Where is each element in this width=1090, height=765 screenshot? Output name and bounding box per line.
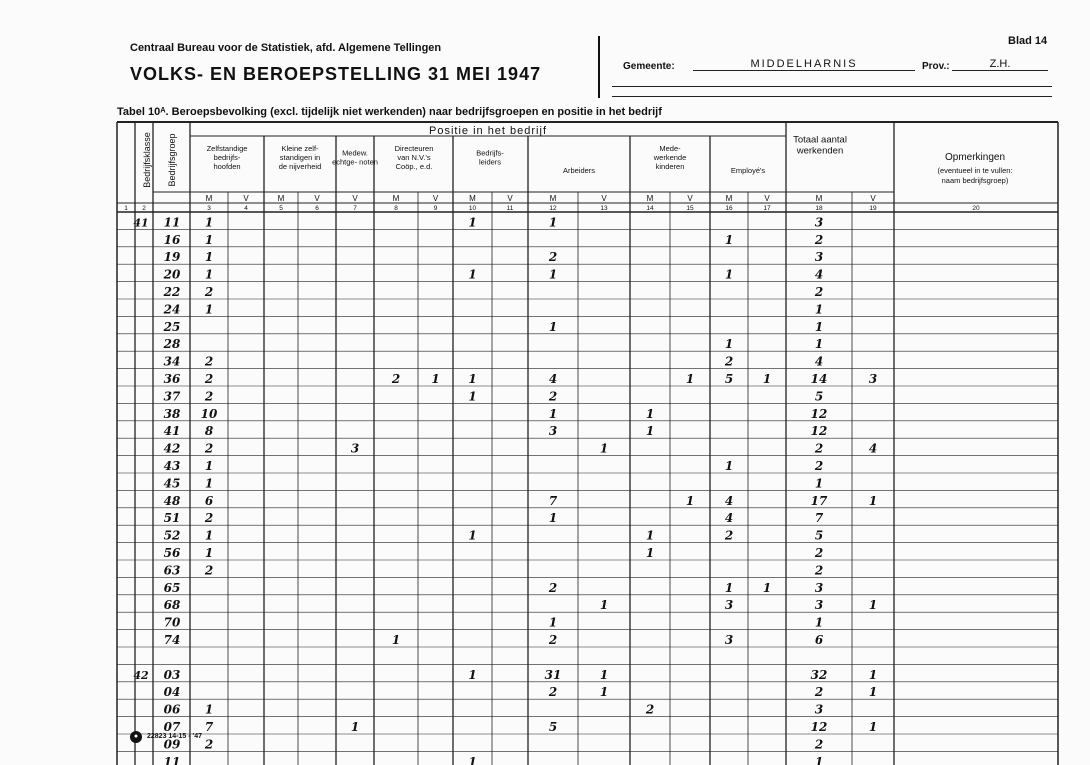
provincie-value: Z.H. (952, 58, 1048, 71)
bedrijfsgroep-value: 24 (163, 302, 181, 317)
bedrijfsgroep-value: 09 (163, 737, 181, 752)
column-number: 2 (142, 205, 146, 212)
cell-value-col-18: 2 (814, 285, 824, 299)
cell-value-col-18: 12 (810, 424, 828, 439)
bedrijfsgroep-value: 20 (163, 267, 181, 282)
position-header-5: Bedrijfs-leiders (476, 148, 504, 167)
cell-value-col-7: 3 (350, 441, 360, 456)
sex-label: V (507, 194, 513, 203)
bedrijfsgroep-header: Bedrijfsgroep (167, 133, 177, 187)
cell-value-col-3: 1 (204, 267, 214, 282)
bedrijfsgroep-value: 56 (163, 546, 181, 560)
bedrijfsgroep-value: 16 (163, 232, 181, 247)
cell-value-col-16: 3 (724, 598, 734, 613)
column-number: 4 (244, 205, 248, 212)
cell-value-col-13: 1 (599, 667, 609, 682)
bedrijfsgroep-value: 11 (163, 754, 181, 765)
cell-value-col-10: 1 (468, 215, 477, 230)
column-number: 9 (433, 205, 438, 212)
cell-value-col-19: 1 (868, 685, 878, 700)
cell-value-col-18: 3 (814, 580, 824, 595)
cell-value-col-18: 12 (810, 406, 828, 421)
cell-value-col-19: 1 (868, 598, 878, 613)
column-number: 5 (279, 205, 283, 212)
cell-value-col-16: 1 (724, 337, 734, 352)
cell-value-col-16: 4 (724, 493, 734, 508)
cell-value-col-3: 2 (204, 441, 214, 456)
position-header-4: Directeuren van N.V.'s Coöp., e.d. (394, 144, 434, 171)
bedrijfsgroep-value: 45 (163, 476, 181, 491)
cell-value-col-18: 2 (814, 737, 824, 752)
cell-value-col-18: 1 (814, 302, 824, 317)
cell-value-col-3: 1 (204, 546, 214, 560)
cell-value-col-16: 3 (724, 633, 734, 647)
cell-value-col-18: 4 (814, 354, 824, 369)
cell-value-col-12: 1 (548, 511, 558, 526)
cell-value-col-19: 4 (868, 441, 878, 456)
cell-value-col-16: 4 (724, 511, 734, 526)
bedrijfsgroep-value: 52 (163, 528, 181, 543)
cell-value-col-17: 1 (762, 580, 772, 595)
cell-value-col-18: 1 (814, 476, 824, 491)
sex-label: V (764, 194, 770, 203)
bedrijfsgroep-value: 48 (163, 493, 181, 508)
positie-group-header: Positie in het bedrijf (429, 125, 547, 137)
printer-mark-icon: ● (130, 731, 142, 743)
column-number: 16 (725, 205, 733, 212)
cell-value-col-18: 1 (814, 319, 824, 334)
cell-value-col-10: 1 (468, 372, 477, 386)
cell-value-col-18: 2 (814, 563, 824, 578)
cell-value-col-3: 2 (204, 389, 214, 404)
cell-value-col-18: 2 (814, 546, 824, 560)
bedrijfsgroep-value: 74 (163, 633, 181, 647)
column-number: 7 (353, 205, 357, 212)
cell-value-col-14: 1 (645, 406, 655, 421)
cell-value-col-3: 1 (204, 702, 214, 717)
cell-value-col-16: 1 (724, 580, 734, 595)
bedrijfsklasse-value: 41 (133, 216, 149, 230)
cell-value-col-15: 1 (685, 493, 695, 508)
cell-value-col-10: 1 (468, 667, 477, 682)
bedrijfsgroep-value: 07 (163, 720, 181, 734)
sex-label: V (243, 194, 249, 203)
sex-label: V (687, 194, 693, 203)
cell-value-col-12: 2 (548, 389, 558, 404)
cell-value-col-12: 1 (548, 215, 558, 230)
bedrijfsgroep-value: 42 (163, 441, 181, 456)
cell-value-col-16: 2 (724, 354, 734, 369)
cell-value-col-3: 2 (204, 285, 214, 299)
column-number: 3 (207, 205, 211, 212)
position-header-3: Medew. echtge- noten (332, 148, 378, 167)
position-header-8: Employé's (730, 166, 766, 175)
cell-value-col-12: 1 (548, 319, 558, 334)
bedrijfsklasse-value: 42 (133, 668, 149, 682)
bedrijfsgroep-value: 51 (163, 511, 181, 526)
cell-value-col-12: 1 (548, 267, 558, 282)
cell-value-col-18: 1 (814, 337, 824, 352)
cell-value-col-18: 2 (814, 441, 824, 456)
cell-value-col-10: 1 (468, 389, 477, 404)
cell-value-col-3: 2 (204, 372, 214, 386)
cell-value-col-16: 1 (724, 459, 734, 473)
cell-value-col-18: 3 (814, 250, 824, 265)
cell-value-col-14: 1 (645, 424, 655, 439)
cell-value-col-18: 5 (814, 528, 824, 543)
bedrijfsgroep-value: 04 (163, 685, 181, 700)
bedrijfsklasse-header: Bedrijfsklasse (142, 132, 152, 188)
sex-label: M (549, 194, 557, 203)
cell-value-col-19: 3 (868, 372, 878, 386)
cell-value-col-18: 3 (814, 215, 824, 230)
cell-value-col-3: 1 (204, 459, 214, 473)
sheet-number: Blad 14 (1008, 35, 1048, 47)
column-number: 10 (468, 205, 477, 212)
cell-value-col-3: 1 (204, 215, 214, 230)
cell-value-col-12: 4 (548, 372, 558, 386)
column-number: 11 (506, 205, 514, 212)
sex-label: M (392, 194, 400, 203)
column-number: 13 (600, 205, 608, 212)
remarks-subheader-1: (eventueel in te vullen: (937, 166, 1013, 175)
bedrijfsgroep-value: 34 (163, 354, 181, 369)
cell-value-col-16: 1 (724, 232, 734, 247)
cell-value-col-16: 1 (724, 267, 734, 282)
cell-value-col-12: 2 (548, 250, 558, 265)
position-header-2: Kleine zelf-standigen in de nijverheid (278, 144, 322, 171)
cell-value-col-18: 12 (810, 720, 828, 734)
column-number: 17 (763, 205, 771, 212)
cell-value-col-12: 1 (548, 615, 558, 630)
cell-value-col-3: 1 (204, 302, 214, 317)
cell-value-col-13: 1 (599, 685, 609, 700)
cell-value-col-19: 1 (868, 493, 878, 508)
sex-label: V (352, 194, 358, 203)
bedrijfsgroep-value: 06 (163, 702, 181, 717)
cell-value-col-19: 1 (868, 720, 878, 734)
column-number: 19 (869, 205, 877, 212)
cell-value-col-13: 1 (599, 598, 609, 613)
cell-value-col-3: 8 (204, 424, 214, 439)
cell-value-col-18: 2 (814, 459, 824, 473)
bedrijfsgroep-value: 43 (163, 459, 181, 473)
bedrijfsgroep-value: 11 (163, 215, 181, 230)
cell-value-col-18: 17 (810, 493, 828, 508)
column-number: 1 (124, 205, 128, 212)
remarks-subheader-2: naam bedrijfsgroep) (941, 176, 1009, 185)
cell-value-col-7: 1 (350, 720, 360, 734)
cell-value-col-18: 1 (814, 754, 824, 765)
sex-label: V (432, 194, 439, 203)
cell-value-col-14: 1 (645, 546, 655, 560)
position-header-1: Zelfstandige bedrijfs-hoofden (206, 144, 248, 171)
provincie-label: Prov.: (922, 61, 950, 72)
cell-value-col-13: 1 (599, 441, 609, 456)
cell-value-col-8: 1 (391, 633, 401, 647)
column-number: 6 (315, 205, 319, 212)
cell-value-col-18: 7 (814, 511, 824, 526)
sex-label: M (646, 194, 654, 203)
cell-value-col-3: 2 (204, 511, 214, 526)
cell-value-col-18: 5 (814, 389, 824, 404)
sex-label: M (205, 194, 213, 203)
cell-value-col-15: 1 (685, 372, 695, 386)
sex-label: M (725, 194, 733, 203)
form-title: VOLKS- EN BEROEPSTELLING 31 MEI 1947 (130, 64, 542, 84)
cell-value-col-19: 1 (868, 667, 878, 682)
gemeente-label: Gemeente: (623, 61, 675, 72)
cell-value-col-17: 1 (762, 372, 772, 386)
cell-value-col-12: 7 (548, 493, 558, 508)
cell-value-col-14: 2 (645, 702, 655, 717)
cell-value-col-12: 2 (548, 685, 558, 700)
cell-value-col-18: 6 (814, 633, 824, 647)
cell-value-col-12: 3 (548, 424, 558, 439)
cell-value-col-8: 2 (391, 372, 401, 386)
column-number: 18 (815, 205, 823, 212)
bedrijfsgroep-value: 03 (163, 667, 181, 682)
print-code: 22823 14-15 - '47 (147, 733, 202, 740)
bedrijfsgroep-value: 65 (163, 580, 181, 595)
cell-value-col-3: 6 (204, 493, 214, 508)
bedrijfsgroep-value: 37 (163, 389, 181, 404)
cell-value-col-3: 1 (204, 250, 214, 265)
position-header-7: Mede-werkende kinderen (653, 144, 687, 171)
bedrijfsgroep-value: 28 (163, 337, 181, 352)
cell-value-col-18: 32 (810, 667, 828, 682)
bedrijfsgroep-value: 63 (163, 563, 181, 578)
cell-value-col-18: 3 (814, 702, 824, 717)
sex-label: M (277, 194, 285, 203)
remarks-header: Opmerkingen (944, 152, 1006, 163)
cell-value-col-3: 7 (204, 720, 214, 734)
position-header-6: Arbeiders (562, 166, 596, 175)
cell-value-col-10: 1 (468, 267, 477, 282)
column-number: 12 (549, 205, 557, 212)
cell-value-col-16: 2 (724, 528, 734, 543)
bedrijfsgroep-value: 38 (163, 406, 181, 421)
cell-value-col-3: 1 (204, 476, 214, 491)
cell-value-col-3: 2 (204, 737, 214, 752)
cell-value-col-18: 3 (814, 598, 824, 613)
cell-value-col-12: 5 (548, 720, 558, 734)
bedrijfsgroep-value: 68 (163, 598, 181, 613)
cell-value-col-3: 10 (200, 406, 218, 421)
bedrijfsgroep-value: 36 (163, 372, 181, 386)
cell-value-col-9: 1 (431, 372, 440, 386)
sex-label: M (815, 194, 823, 203)
sex-label: M (469, 194, 476, 203)
cell-value-col-14: 1 (645, 528, 655, 543)
column-number: 20 (972, 205, 980, 212)
cell-value-col-10: 1 (468, 754, 477, 765)
bedrijfsgroep-value: 22 (163, 285, 181, 299)
cell-value-col-16: 5 (724, 372, 734, 386)
sex-label: V (314, 194, 320, 203)
bedrijfsgroep-value: 41 (163, 424, 181, 439)
cell-value-col-18: 14 (810, 372, 828, 386)
cell-value-col-12: 31 (544, 667, 562, 682)
cell-value-col-18: 1 (814, 615, 824, 630)
table-title: Tabel 10ᴬ. Beroepsbevolking (excl. tijdelijk niet werkenden) naar bedrijfsgroepen en positie in het bedrijf (117, 106, 662, 118)
bedrijfsgroep-value: 70 (163, 615, 181, 630)
gemeente-value: MIDDELHARNIS (693, 58, 915, 71)
cell-value-col-3: 2 (204, 354, 214, 369)
bedrijfsgroep-value: 25 (163, 319, 181, 334)
bedrijfsgroep-value: 19 (163, 250, 181, 265)
cell-value-col-12: 2 (548, 633, 558, 647)
organization-line: Centraal Bureau voor de Statistiek, afd. Algemene Tellingen (130, 42, 442, 54)
cell-value-col-12: 2 (548, 580, 558, 595)
cell-value-col-10: 1 (468, 528, 477, 543)
column-number: 15 (686, 205, 694, 212)
cell-value-col-18: 4 (814, 267, 824, 282)
column-number: 8 (394, 205, 398, 212)
cell-value-col-3: 1 (204, 232, 214, 247)
cell-value-col-18: 2 (814, 685, 824, 700)
column-number: 14 (646, 205, 654, 212)
cell-value-col-12: 1 (548, 406, 558, 421)
position-header-9: Totaal aantal werkenden (793, 134, 847, 157)
sex-label: V (601, 194, 607, 203)
cell-value-col-3: 2 (204, 563, 214, 578)
sex-label: V (870, 194, 876, 203)
cell-value-col-18: 2 (814, 232, 824, 247)
cell-value-col-3: 1 (204, 528, 214, 543)
